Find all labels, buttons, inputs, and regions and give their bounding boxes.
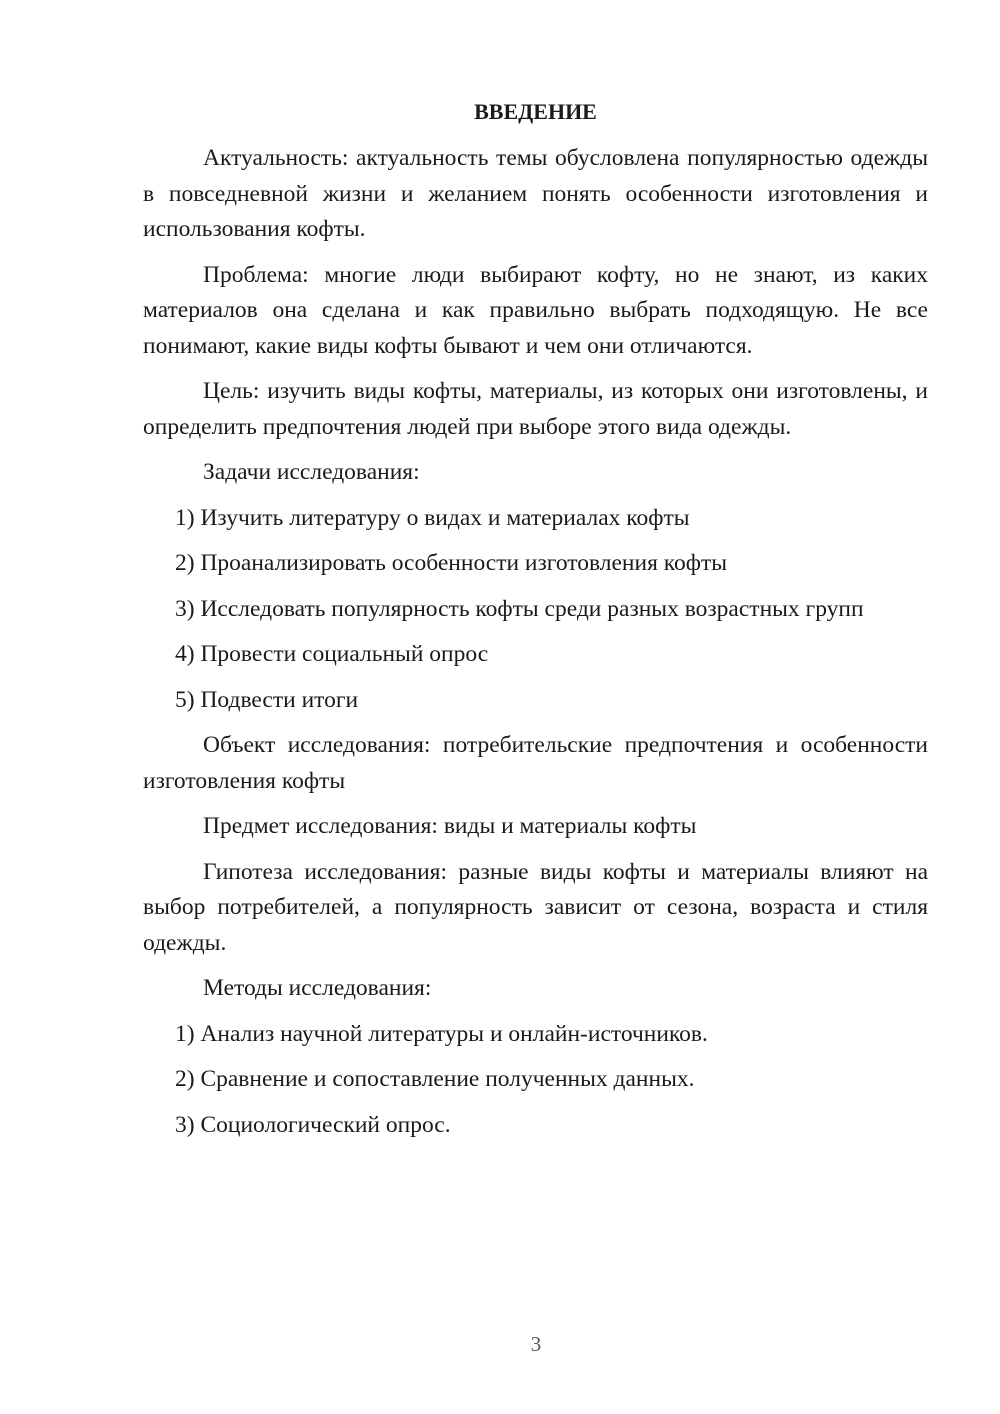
- page-content: [143, 94, 928, 1153]
- task-item: 3) Исследовать популярность кофты среди разных возрастных групп: [175, 595, 864, 622]
- subject-paragraph: Предмет исследования: виды и материалы кофты: [203, 813, 697, 839]
- task-item: 4) Провести социальный опрос: [175, 641, 489, 667]
- method-item: 3) Социологический опрос.: [175, 1111, 451, 1138]
- task-item: 1) Изучить литературу о видах и материалах кофты: [175, 504, 690, 531]
- object-paragraph: Объект исследования: потребительские предпочтения и особенности изготовления кофты: [143, 732, 928, 794]
- section-title: ВВЕДЕНИЕ: [474, 99, 597, 124]
- methods-heading: Методы исследования:: [203, 975, 432, 1001]
- tasks-heading: Задачи исследования:: [203, 459, 420, 485]
- hypothesis-paragraph: Гипотеза исследования: разные виды кофты и материалы влияют на выбор потребителей, а популярность зависит от сезона, возраста и стиля одежды.: [143, 858, 928, 956]
- task-item: 5) Подвести итоги: [175, 686, 359, 713]
- goal-paragraph: Цель: изучить виды кофты, материалы, из которых они изготовлены, и определить предпочтения людей при выборе этого вида одежды.: [143, 378, 928, 440]
- method-item: 2) Сравнение и сопоставление полученных данных.: [175, 1066, 695, 1092]
- task-item: 2) Проанализировать особенности изготовления кофты: [175, 550, 728, 576]
- relevance-paragraph: Актуальность: актуальность темы обусловлена популярностью одежды в повседневной жизни и желанием понять особенности изготовления и использования кофты.: [143, 145, 928, 242]
- problem-paragraph: Проблема: многие люди выбирают кофту, но не знают, из каких материалов она сделана и как правильно выбрать подходящую. Не все понимают, какие виды кофты бывают и чем они отличаются.: [143, 261, 928, 359]
- page-number: 3: [530, 1332, 542, 1356]
- method-item: 1) Анализ научной литературы и онлайн-источников.: [175, 1020, 708, 1047]
